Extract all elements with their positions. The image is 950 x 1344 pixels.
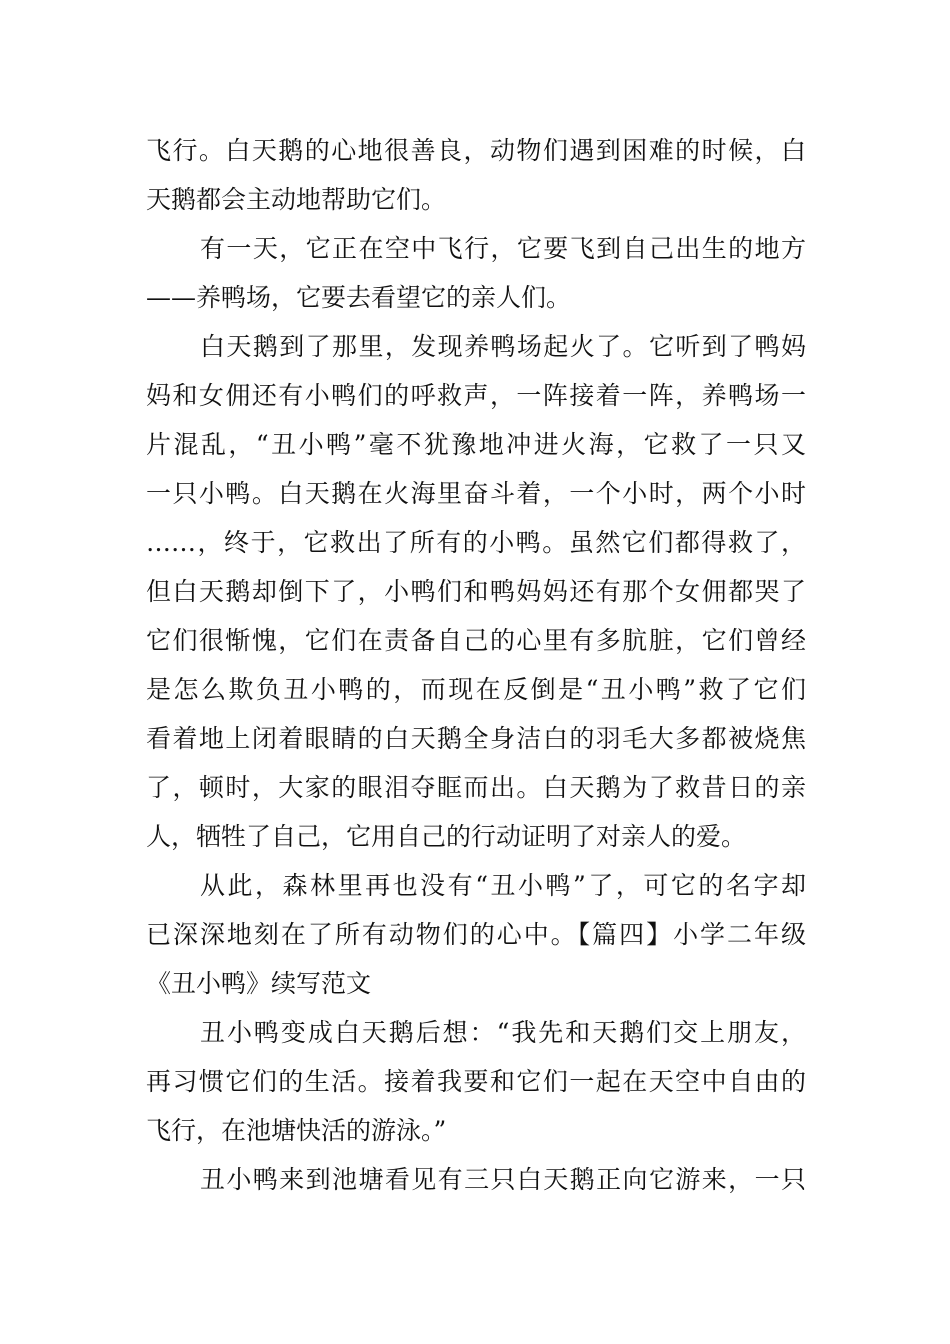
text-line: 它们很惭愧，它们在责备自己的心里有多肮脏，它们曾经 bbox=[146, 626, 806, 655]
text-line: 再习惯它们的生活。接着我要和它们一起在天空中自由的 bbox=[146, 1067, 806, 1096]
text-line: 从此，森林里再也没有“丑小鸭”了，可它的名字却 bbox=[200, 871, 806, 900]
text-line: 飞行，在池塘快活的游泳。” bbox=[146, 1116, 447, 1145]
text-line: 有一天，它正在空中飞行，它要飞到自己出生的地方 bbox=[200, 234, 806, 263]
text-line: ……，终于，它救出了所有的小鸭。虽然它们都得救了， bbox=[146, 528, 806, 557]
text-line: 是怎么欺负丑小鸭的，而现在反倒是“丑小鸭”救了它们 bbox=[146, 675, 806, 704]
text-line: 丑小鸭变成白天鹅后想：“我先和天鹅们交上朋友， bbox=[200, 1018, 806, 1047]
text-line: 妈和女佣还有小鸭们的呼救声，一阵接着一阵，养鸭场一 bbox=[146, 381, 806, 410]
text-line: 已深深地刻在了所有动物们的心中。【篇四】小学二年级 bbox=[146, 920, 806, 949]
text-line: 《丑小鸭》续写范文 bbox=[146, 969, 372, 998]
text-line: 片混乱，“丑小鸭”毫不犹豫地冲进火海，它救了一只又 bbox=[146, 430, 806, 459]
text-line: 天鹅都会主动地帮助它们。 bbox=[146, 185, 447, 214]
text-line: 了，顿时，大家的眼泪夺眶而出。白天鹅为了救昔日的亲 bbox=[146, 773, 806, 802]
text-line: 一只小鸭。白天鹅在火海里奋斗着，一个小时，两个小时 bbox=[146, 479, 806, 508]
text-line: 看着地上闭着眼睛的白天鹅全身洁白的羽毛大多都被烧焦 bbox=[146, 724, 806, 753]
document-body-text bbox=[146, 126, 806, 1204]
text-line: 但白天鹅却倒下了，小鸭们和鸭妈妈还有那个女佣都哭了 bbox=[146, 577, 806, 606]
text-line: 人，牺牲了自己，它用自己的行动证明了对亲人的爱。 bbox=[146, 822, 747, 851]
text-line: 白天鹅到了那里，发现养鸭场起火了。它听到了鸭妈 bbox=[200, 332, 806, 361]
text-line: ——养鸭场，它要去看望它的亲人们。 bbox=[146, 283, 572, 312]
text-line: 飞行。白天鹅的心地很善良，动物们遇到困难的时候，白 bbox=[146, 136, 806, 165]
text-line: 丑小鸭来到池塘看见有三只白天鹅正向它游来，一只 bbox=[200, 1165, 806, 1194]
